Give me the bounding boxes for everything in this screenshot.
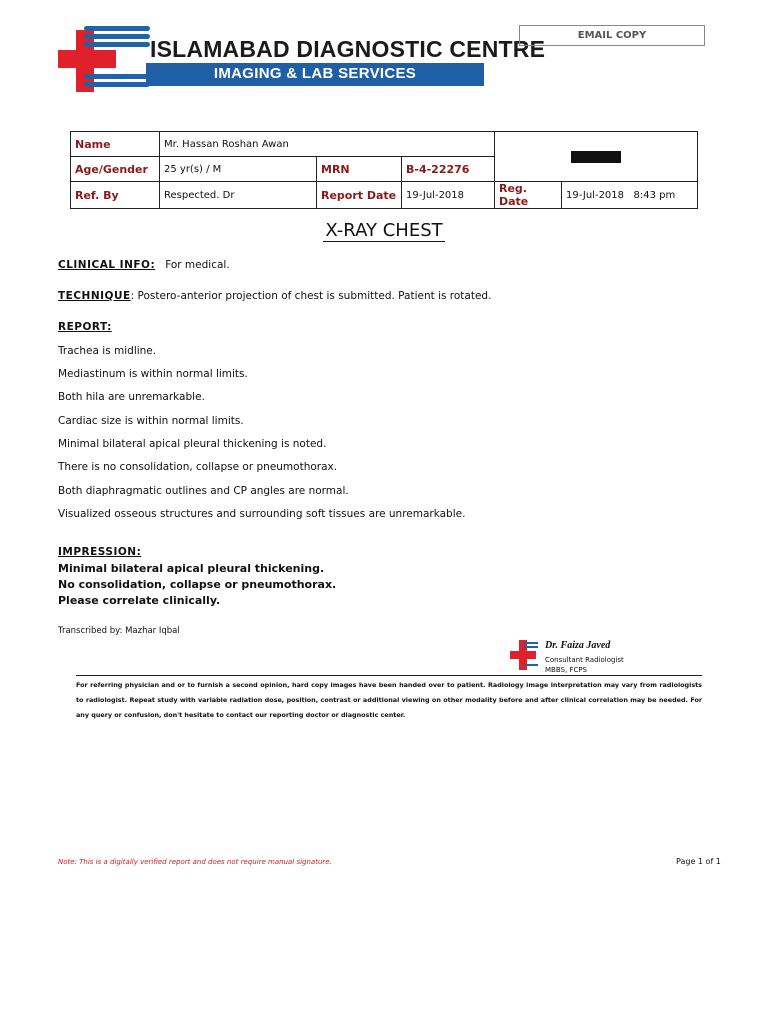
- signature-wave: [524, 646, 538, 648]
- wave-icon: [84, 34, 150, 39]
- finding-line: Visualized osseous structures and surrounding soft tissues are unremarkable.: [58, 508, 466, 520]
- finding-line: Cardiac size is within normal limits.: [58, 415, 244, 427]
- report-date-label: Report Date: [317, 182, 402, 209]
- technique: [58, 290, 491, 302]
- email-copy-badge: EMAIL COPY: [519, 25, 705, 46]
- page-number: Page 1 of 1: [676, 857, 721, 866]
- finding-line: Mediastinum is within normal limits.: [58, 368, 248, 380]
- report-label: REPORT:: [58, 321, 112, 333]
- table-row: [71, 182, 698, 209]
- name-value: Mr. Hassan Roshan Awan: [160, 132, 495, 157]
- finding-line: Both hila are unremarkable.: [58, 391, 205, 403]
- finding-line: There is no consolidation, collapse or pneumothorax.: [58, 461, 338, 473]
- wave-icon: [84, 82, 150, 87]
- centre-subtitle: IMAGING & LAB SERVICES: [213, 65, 417, 82]
- doctor-role: Consultant Radiologist: [545, 656, 624, 664]
- footer-divider: [76, 675, 702, 676]
- name-label: Name: [71, 132, 160, 157]
- ref-by-value: Respected. Dr: [160, 182, 317, 209]
- disclaimer-text: For referring physician and or to furnish a second opinion, hard copy images have been handed over to patient. Radiology image interpretation may vary from radiologists to radiologist. Repeat study with variable radiation dose, position, contrast or additional viewing on other modality before and after clinical correlation may be needed. For any query or confusion, don't hesitate to contact our reporting doctor or diagnostic center.: [76, 681, 702, 719]
- finding-line: Both diaphragmatic outlines and CP angles are normal.: [58, 485, 349, 497]
- finding-line: Trachea is midline.: [58, 345, 157, 357]
- ref-by-label: Ref. By: [71, 182, 160, 209]
- red-cross-bar: [58, 50, 116, 68]
- technique-value: : Postero-anterior projection of chest is submitted. Patient is rotated.: [130, 290, 492, 302]
- clinical-info-value: For medical.: [165, 259, 230, 271]
- impression-line: Please correlate clinically.: [58, 594, 221, 607]
- clinical-info: [58, 259, 230, 271]
- clinical-info-label: CLINICAL INFO:: [58, 259, 156, 271]
- centre-name: ISLAMABAD DIAGNOSTIC CENTRE: [150, 36, 546, 62]
- redacted-barcode: [571, 151, 621, 163]
- impression-label: IMPRESSION:: [58, 546, 142, 558]
- wave-icon: [84, 26, 150, 31]
- report-title: [0, 220, 768, 241]
- impression-line: Minimal bilateral apical pleural thickening.: [58, 562, 325, 575]
- verification-note: Note: This is a digitally verified report and does not require manual signature.: [58, 858, 332, 866]
- wave-icon: [84, 42, 150, 47]
- mrn-label: MRN: [317, 157, 402, 182]
- impression-line: No consolidation, collapse or pneumothorax.: [58, 578, 337, 591]
- report-date-value: 19-Jul-2018: [402, 182, 495, 209]
- signature-logo-icon: [510, 640, 540, 670]
- finding-line: Minimal bilateral apical pleural thickening is noted.: [58, 438, 327, 450]
- age-gender-label: Age/Gender: [71, 157, 160, 182]
- doctor-name: Dr. Faiza Javed: [545, 640, 611, 651]
- age-gender-value: 25 yr(s) / M: [160, 157, 317, 182]
- barcode-cell: [495, 132, 698, 182]
- report-title-text: X-RAY CHEST: [325, 220, 443, 241]
- technique-label: TECHNIQUE: [58, 290, 131, 302]
- doctor-qualifications: MBBS, FCPS: [545, 666, 587, 674]
- reg-date-value: 19-Jul-2018 8:43 pm: [562, 182, 698, 209]
- signature-wave: [524, 642, 538, 644]
- table-row: [71, 132, 698, 157]
- centre-logo: [58, 22, 546, 94]
- wave-icon: [84, 74, 150, 79]
- signature-wave: [524, 664, 538, 666]
- reg-date-label: Reg. Date: [495, 182, 562, 209]
- transcribed-by: Transcribed by: Mazhar Iqbal: [58, 626, 180, 636]
- mrn-value: B-4-22276: [402, 157, 495, 182]
- patient-info-table: [70, 131, 698, 209]
- signature-cross-h: [510, 651, 536, 659]
